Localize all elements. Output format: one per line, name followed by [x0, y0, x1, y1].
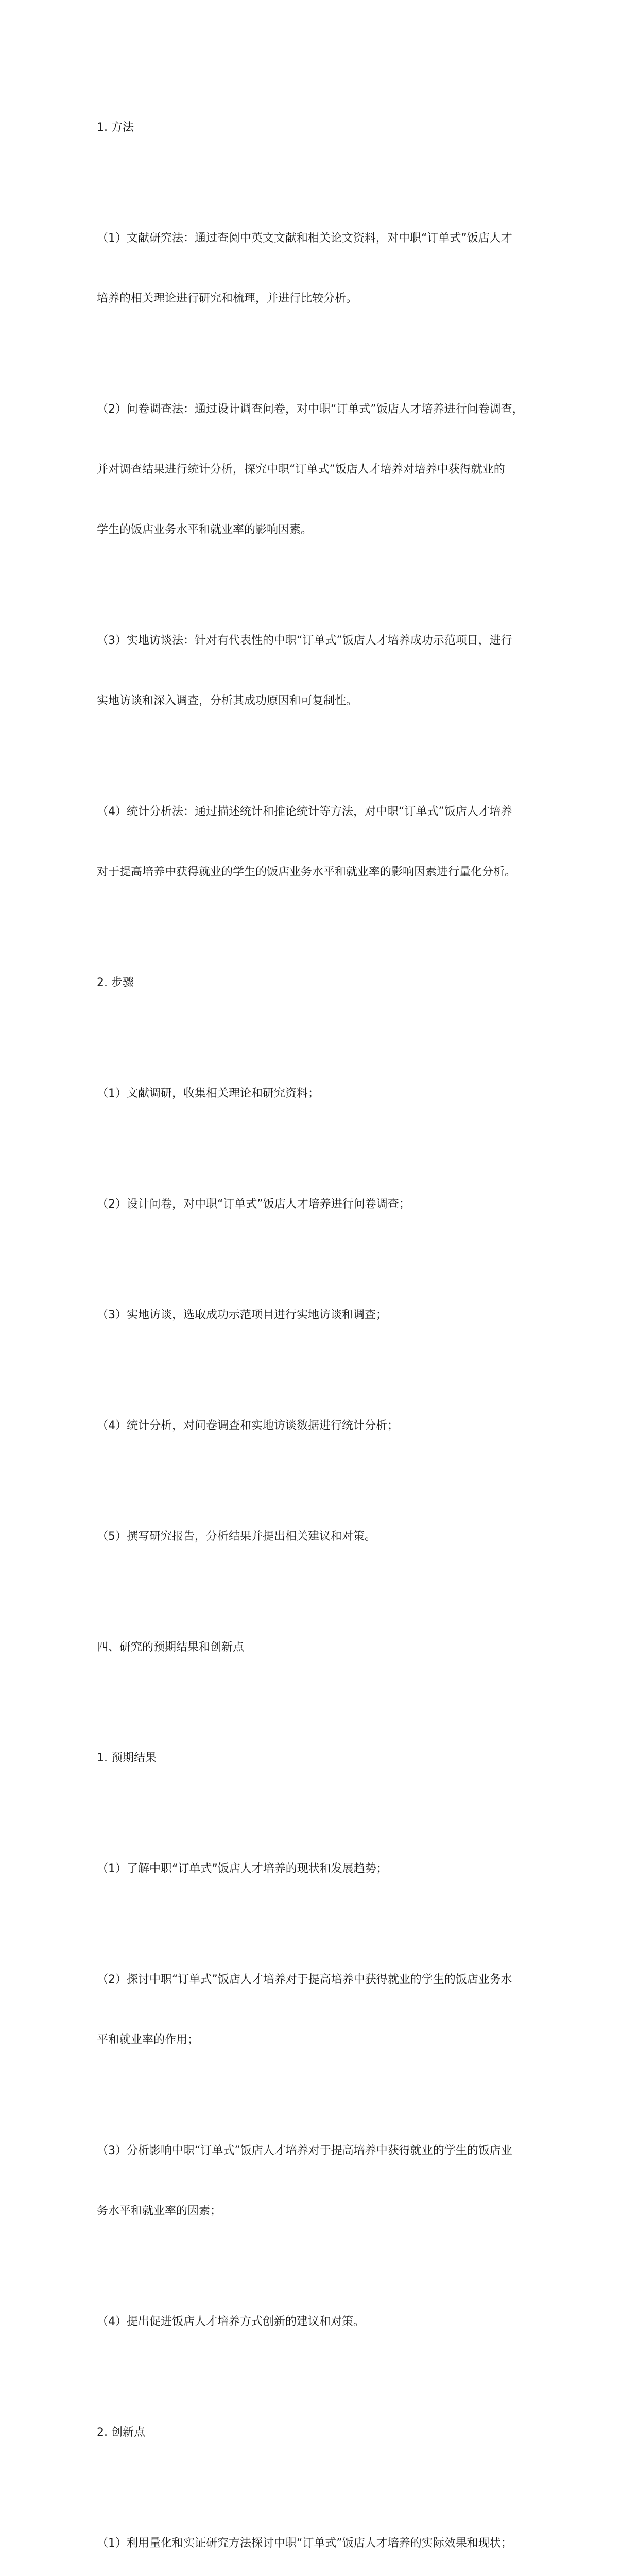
result-item: [97, 1819, 550, 1919]
text-line: （2）探讨中职“订单式”饭店人才培养对于提高培养中获得就业的学生的饭店业务水: [97, 1973, 512, 1986]
text-line: 1. 方法: [97, 121, 134, 134]
heading-expected-results: [97, 1708, 550, 1808]
method-field-interview: [97, 590, 550, 751]
text-line: （3）分析影响中职“订单式”饭店人才培养对于提高培养中获得就业的学生的饭店业: [97, 2144, 512, 2157]
text-line: 并对调查结果进行统计分析，探究中职“订单式”饭店人才培养对培养中获得就业的: [97, 463, 505, 476]
result-item: [97, 2100, 550, 2261]
method-questionnaire-survey: [97, 359, 550, 580]
method-statistical-analysis: [97, 761, 550, 922]
text-line: 2. 创新点: [97, 2426, 145, 2439]
text-line: 务水平和就业率的因素；: [97, 2205, 222, 2217]
text-line: 平和就业率的作用；: [97, 2033, 199, 2046]
text-line: （2）设计问卷，对中职“订单式”饭店人才培养进行问卷调查；: [97, 1198, 410, 1211]
document-body: [97, 77, 550, 2576]
section-heading: [97, 1597, 550, 1698]
text-line: （4）提出促进饭店人才培养方式创新的建议和对策。: [97, 2315, 365, 2328]
text-line: （4）统计分析，对问卷调查和实地访谈数据进行统计分析；: [97, 1419, 399, 1432]
text-line: 1. 预期结果: [97, 1752, 157, 1765]
heading-steps: [97, 933, 550, 1033]
text-line: （4）统计分析法：通过描述统计和推论统计等方法，对中职“订单式”饭店人才培养: [97, 805, 512, 818]
text-line: （5）撰写研究报告，分析结果并提出相关建议和对策。: [97, 1530, 376, 1543]
step-item: [97, 1265, 550, 1365]
text-line: 对于提高培养中获得就业的学生的饭店业务水平和就业率的影响因素进行量化分析。: [97, 866, 516, 878]
method-literature-research: [97, 188, 550, 349]
text-line: 学生的饭店业务水平和就业率的影响因素。: [97, 523, 313, 536]
text-line: （1）了解中职“订单式”饭店人才培养的现状和发展趋势；: [97, 1862, 388, 1875]
result-item: [97, 1929, 550, 2090]
step-item: [97, 1043, 550, 1144]
text-line: （1）利用量化和实证研究方法探讨中职“订单式”饭店人才培养的实际效果和现状；: [97, 2537, 512, 2550]
heading-methods: [97, 77, 550, 178]
text-line: 培养的相关理论进行研究和梳理，并进行比较分析。: [97, 292, 358, 305]
text-line: （1）文献研究法：通过查阅中英文文献和相关论文资料，对中职“订单式”饭店人才: [97, 232, 512, 245]
innovation-item: [97, 2493, 550, 2576]
text-line: （1）文献调研，收集相关理论和研究资料；: [97, 1087, 319, 1100]
step-item: [97, 1486, 550, 1587]
text-line: （3）实地访谈法：针对有代表性的中职“订单式”饭店人才培养成功示范项目，进行: [97, 634, 512, 647]
step-item: [97, 1154, 550, 1255]
text-line: 实地访谈和深入调查，分析其成功原因和可复制性。: [97, 694, 358, 707]
text-line: 2. 步骤: [97, 976, 134, 989]
text-line: 四、研究的预期结果和创新点: [97, 1641, 245, 1654]
step-item: [97, 1376, 550, 1476]
result-item: [97, 2272, 550, 2372]
text-line: （2）问卷调查法：通过设计调查问卷，对中职“订单式”饭店人才培养进行问卷调查，: [97, 403, 524, 416]
heading-innovation-points: [97, 2382, 550, 2483]
text-line: （3）实地访谈，选取成功示范项目进行实地访谈和调查；: [97, 1309, 387, 1321]
